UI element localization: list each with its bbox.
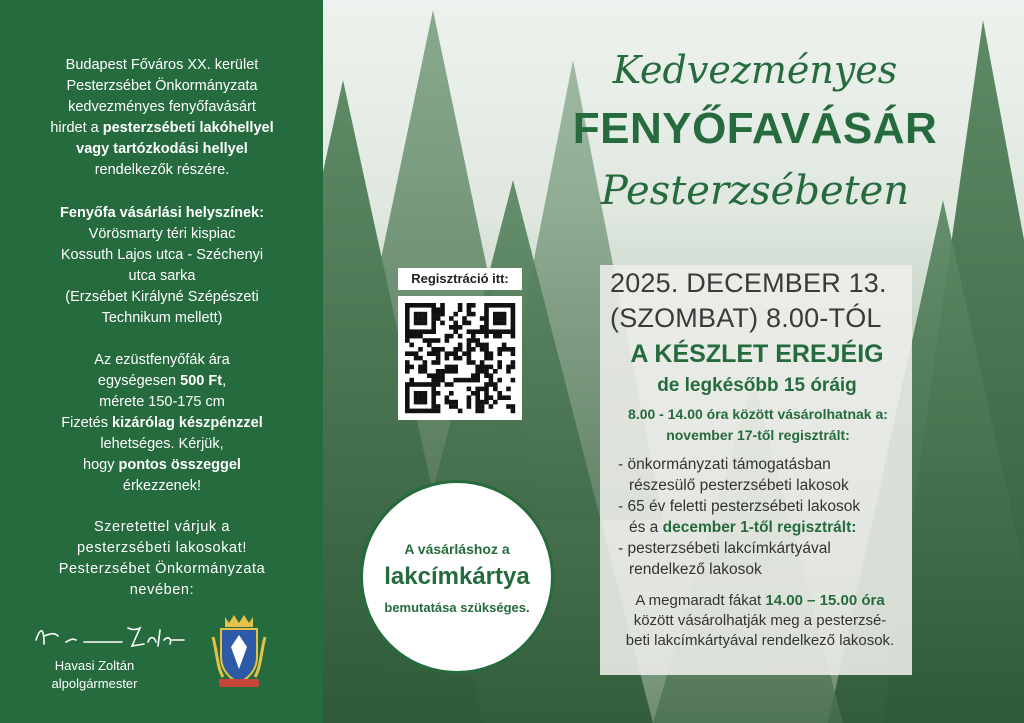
list-item: - pesterzsébeti lakcímkártyával rendelkező lakosok (618, 540, 831, 578)
list-item: - önkormányzati támogatásban részesülő pesterzsébeti lakosok (618, 456, 849, 494)
headline-line1: Kedvezményes (612, 48, 898, 92)
price-text: Az ezüstfenyőfák ára egységesen 500 Ft, mérete 150-175 cm Fizetés kizárólag készpénzzel lehetséges. Kérjük, hogy pontos összeggel érkezzenek! (61, 352, 263, 494)
coat-of-arms-icon (207, 611, 271, 691)
intro-text: Budapest Főváros XX. kerület Pesterzsébet Önkormányzata kedvezményes fenyőfavásárt hirdet a pesterzsébeti lakóhellyel vagy tartózkodási hellyel rendelkezők részére. (50, 57, 274, 178)
locations-heading: Fenyőfa vásárlási helyszínek: (60, 205, 264, 221)
closing-text: Szeretettel várjuk a pesterzsébeti lakosokat! Pesterzsébet Önkormányzata nevében: (58, 519, 266, 598)
signatory (22, 657, 167, 693)
left-info-column (0, 0, 323, 723)
badge-line2: lakcímkártya (384, 563, 530, 590)
eligible-groups-list (618, 454, 918, 580)
signatory-name: Havasi Zoltán (54, 658, 135, 673)
list-item: - 65 év feletti pesterzsébeti lakosok és a december 1-től regisztrált: (618, 498, 861, 536)
registration-qr-code[interactable] (398, 296, 522, 420)
qr-code-image (398, 296, 522, 420)
until-stock-lasts: A KÉSZLET EREJÉIG (630, 340, 884, 368)
latest-time: de legkésőbb 15 óráig (657, 375, 857, 396)
badge-line3: bemutatása szükséges. (384, 600, 530, 615)
headline-line3: Pesterzsébeten (600, 168, 910, 214)
qr-label: Regisztráció itt: (398, 268, 522, 290)
address-card-badge (360, 480, 554, 674)
headline-title: FENYŐFAVÁSÁR (572, 104, 938, 153)
remaining-trees-note: A megmaradt fákat 14.00 – 15.00 óra között vásárolhatják meg a pesterzsé- beti lakcímkártyával rendelkező lakosok. (625, 592, 895, 649)
signatory-title: alpolgármester (51, 676, 138, 691)
locations-text: Fenyőfa vásárlási helyszínek: Vörösmarty téri kispiac Kossuth Lajos utca - Széchenyi utca sarka (Erzsébet Királyné Szépészeti Technikum mellett) (60, 205, 264, 326)
event-date: 2025. DECEMBER 13. (SZOMBAT) 8.00-TÓL (610, 268, 887, 333)
badge-line1: A vásárláshoz a (404, 541, 510, 557)
priority-window: 8.00 - 14.00 óra között vásárolhatnak a: november 17-től regisztrált: (628, 406, 888, 443)
signature-image (32, 618, 192, 658)
